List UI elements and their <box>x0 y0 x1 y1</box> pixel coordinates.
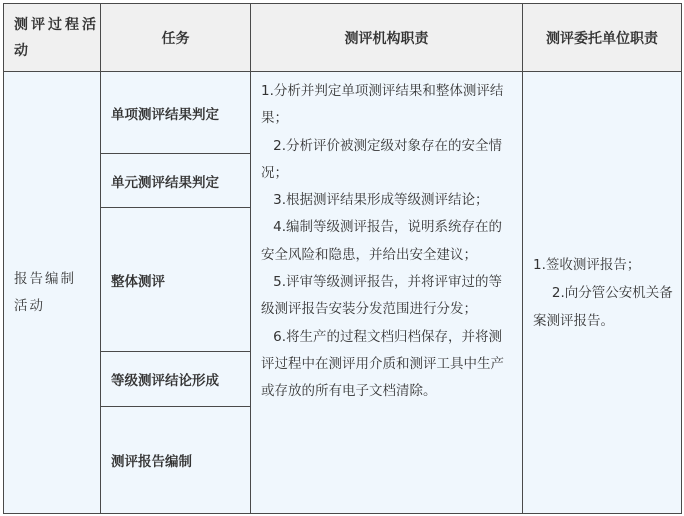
org-duty-item: 4.编制等级测评报告，说明系统存在的安全风险和隐患，并给出安全建议； <box>261 219 503 263</box>
task-cell: 测评报告编制 <box>101 407 251 514</box>
org-duty-item: 2.分析评价被测定级对象存在的安全情况； <box>261 137 503 181</box>
org-duty-item: 5.评审等级测评报告，并将评审过的等级测评报告安装分发范围进行分发； <box>261 274 503 318</box>
header-activity: 测评过程活动 <box>4 4 101 72</box>
header-task: 任务 <box>101 4 251 72</box>
client-duties-cell <box>523 72 682 514</box>
header-row <box>4 4 682 72</box>
header-client-duties: 测评委托单位职责 <box>523 4 682 72</box>
org-duty-item: 1.分析并判定单项测评结果和整体测评结果； <box>261 83 504 127</box>
table-row <box>4 72 682 154</box>
task-cell: 整体测评 <box>101 208 251 352</box>
client-duty-item: 1.签收测评报告； <box>533 256 641 273</box>
client-duty-item: 2.向分管公安机关备案测评报告。 <box>533 284 673 329</box>
org-duties-cell <box>251 72 523 514</box>
task-cell: 等级测评结论形成 <box>101 352 251 407</box>
task-cell: 单项测评结果判定 <box>101 72 251 154</box>
header-org-duties: 测评机构职责 <box>251 4 523 72</box>
org-duty-item: 3.根据测评结果形成等级测评结论； <box>273 192 489 209</box>
evaluation-duties-table <box>3 3 682 514</box>
org-duty-item: 6.将生产的过程文档归档保存，并将测评过程中在测评用介质和测评工具中生产或存放的所有电子文档清除。 <box>261 328 504 400</box>
task-cell: 单元测评结果判定 <box>101 154 251 208</box>
activity-cell: 报告编制活动 <box>4 72 101 514</box>
